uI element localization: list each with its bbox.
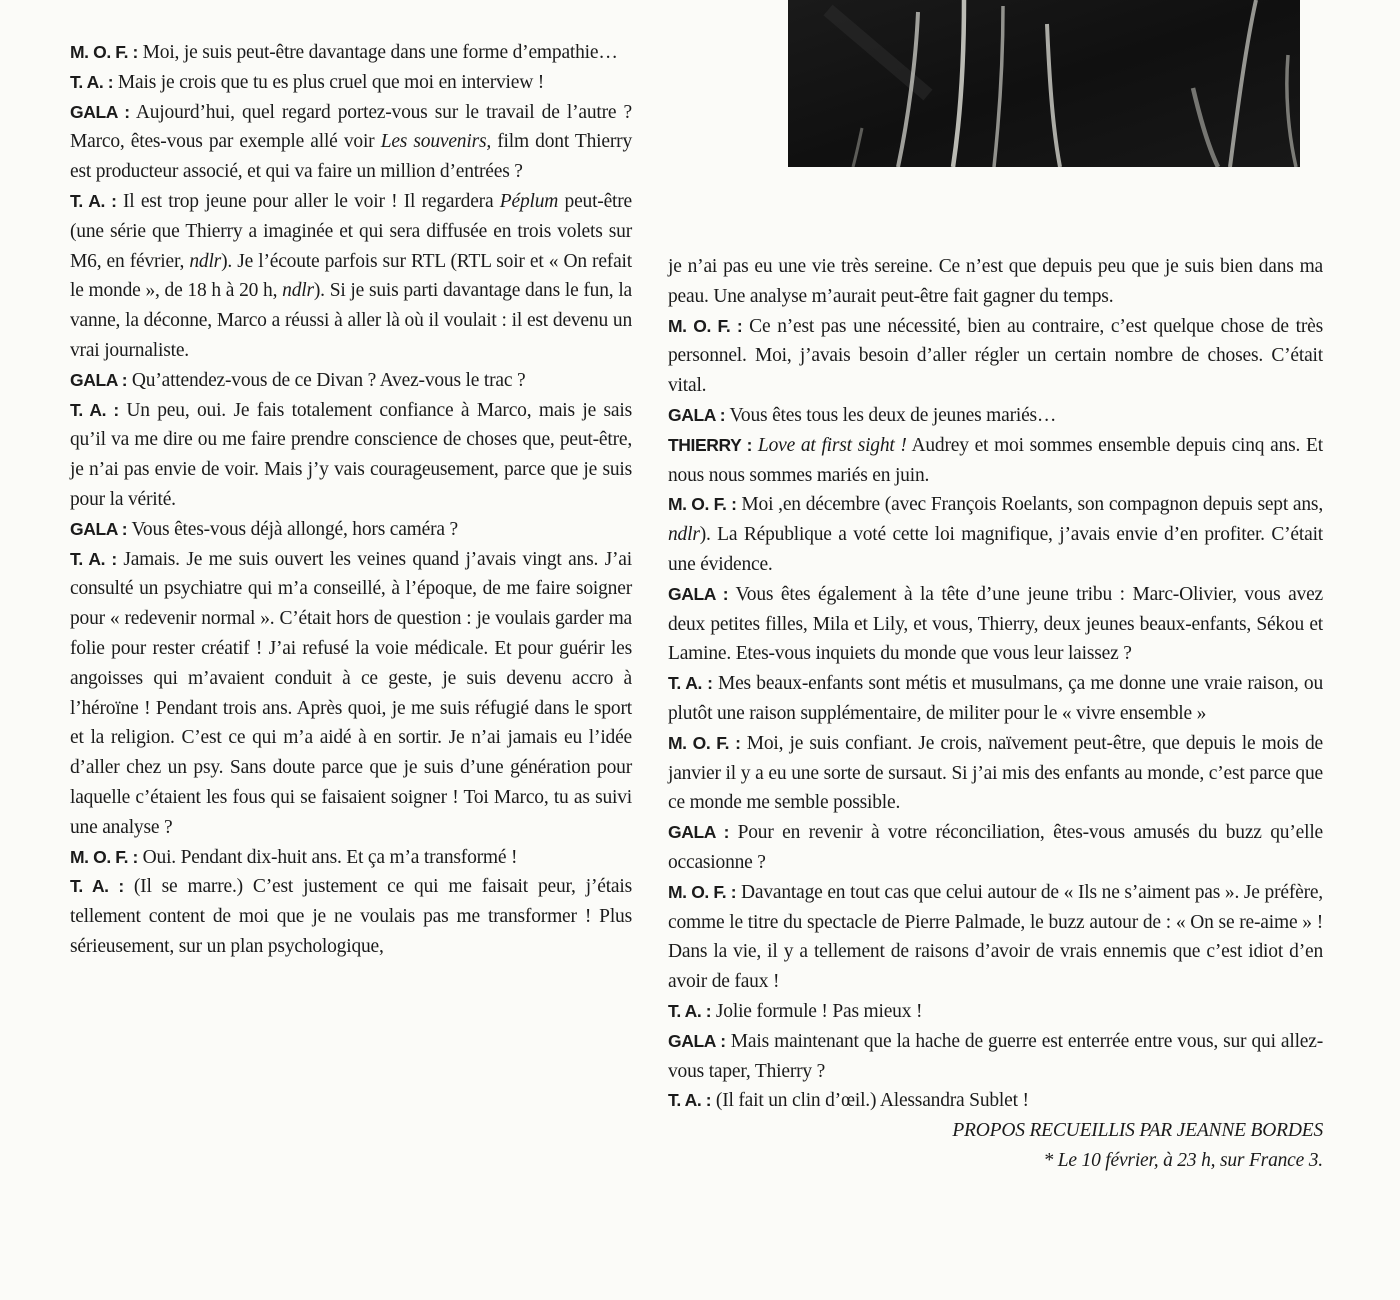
- italic-text: ndlr: [282, 280, 314, 302]
- italic-text: Les souvenirs,: [380, 131, 492, 153]
- dialogue-paragraph: [70, 38, 632, 68]
- dialogue-paragraph: [70, 396, 632, 515]
- left-text-column: [70, 38, 632, 962]
- italic-text: PROPOS RECUEILLIS PAR JEANNE BORDES: [952, 1120, 1323, 1142]
- dialogue-paragraph: [668, 252, 1323, 312]
- speaker-label: T. A. :: [70, 548, 117, 569]
- dialogue-paragraph: [70, 98, 632, 187]
- italic-text: ndlr: [668, 524, 700, 546]
- dialogue-paragraph: [70, 187, 632, 366]
- dialogue-paragraph: [668, 669, 1323, 729]
- speaker-label: GALA :: [668, 583, 729, 604]
- speaker-label: T. A. :: [668, 1000, 712, 1021]
- speaker-label: T. A. :: [668, 1090, 712, 1111]
- speaker-label: T. A. :: [70, 190, 117, 211]
- body-text: (Il fait un clin d’œil.) Alessandra Sublet !: [715, 1090, 1029, 1112]
- dialogue-paragraph: [668, 997, 1323, 1027]
- dialogue-paragraph: [668, 431, 1323, 491]
- dialogue-paragraph: [668, 580, 1323, 669]
- speaker-label: T. A. :: [70, 876, 124, 897]
- speaker-label: GALA :: [70, 369, 128, 390]
- body-text: peut-être (une série que Thierry a imaginée et qui sera diffusée en trois volets sur M6, en février,: [70, 190, 633, 272]
- photo-streaks-graphic: [788, 0, 1300, 167]
- speaker-label: M. O. F. :: [668, 315, 743, 336]
- speaker-label: GALA :: [668, 1030, 726, 1051]
- speaker-label: M. O. F. :: [668, 732, 741, 753]
- speaker-label: GALA :: [70, 518, 128, 539]
- body-text: Il est trop jeune pour aller le voir ! Il regardera: [122, 190, 500, 212]
- right-text-column: [668, 252, 1323, 1176]
- body-text: Moi ,en décembre (avec François Roelants, son compagnon depuis sept ans,: [741, 494, 1323, 516]
- speaker-label: GALA :: [70, 101, 130, 122]
- speaker-label: T. A. :: [668, 673, 713, 694]
- dialogue-paragraph: [70, 545, 632, 843]
- italic-text: Love at first sight !: [757, 434, 907, 456]
- dialogue-paragraph: [668, 312, 1323, 401]
- body-text: ). Je l’écoute parfois sur RTL (RTL soir et « On refait le monde », de 18 h à 20 h,: [70, 250, 632, 302]
- speaker-label: THIERRY :: [668, 434, 753, 455]
- byline: [668, 1116, 1323, 1146]
- body-text: Ce n’est pas une nécessité, bien au contraire, c’est quelque chose de très personnel. Moi, j’avais besoin d’aller régler un certain nombre de choses. C’était vital.: [668, 315, 1323, 397]
- body-text: film dont Thierry est producteur associé, et qui va faire un million d’entrées ?: [70, 131, 632, 183]
- body-text: Qu’attendez-vous de ce Divan ? Avez-vous le trac ?: [131, 369, 526, 391]
- body-text: Moi, je suis confiant. Je crois, naïvement peut-être, que depuis le mois de janvier il y a eu une sorte de sursaut. Si j’ai mis des enfants au monde, c’est parce que ce monde me semble possible.: [668, 732, 1323, 814]
- dialogue-paragraph: [70, 515, 632, 545]
- speaker-label: T. A. :: [70, 71, 114, 92]
- body-text: Mes beaux-enfants sont métis et musulmans, ça me donne une vraie raison, ou plutôt une raison supplémentaire, de militer pour le « vivre ensemble »: [668, 673, 1323, 724]
- body-text: Audrey et moi sommes ensemble depuis cinq ans. Et nous nous sommes mariés en juin.: [668, 434, 1323, 486]
- speaker-label: M. O. F. :: [668, 494, 737, 515]
- dialogue-paragraph: [70, 366, 632, 396]
- body-text: Un peu, oui. Je fais totalement confiance à Marco, mais je sais qu’il va me dire ou me faire prendre conscience de choses que, peut-être, je n’ai pas envie de voir. Mais j’y vais courageusement, parce que je suis pour la vérité.: [70, 399, 632, 510]
- top-right-photo-fragment: [788, 0, 1300, 167]
- speaker-label: GALA :: [668, 404, 726, 425]
- dialogue-paragraph: [668, 818, 1323, 878]
- italic-text: Péplum: [499, 190, 559, 212]
- body-text: Vous êtes-vous déjà allongé, hors caméra ?: [131, 518, 458, 540]
- dialogue-paragraph: [668, 878, 1323, 997]
- body-text: Jamais. Je me suis ouvert les veines quand j’avais vingt ans. J’ai consulté un psychiatre qui m’a conseillé, à l’époque, de me faire soigner pour « redevenir normal ». C’était hors de question : je voulais garder ma folie pour rester créatif ! J’ai refusé la voie médicale. Et pour guérir les angoisses qui m’avaient conduit à ce geste, je suis devenu accro à l’héroïne ! Pendant trois ans. Après quoi, je me suis réfugié dans le sport et la religion. C’est ce qui m’a aidé à en sortir. Je n’ai jamais eu l’idée d’aller chez un psy. Sans doute parce que je suis d’une génération pour laquelle c’étaient les fous qui se faisaient soigner ! Toi Marco, tu as suivi une analyse ?: [70, 548, 632, 838]
- footnote: [668, 1146, 1323, 1176]
- body-text: (Il se marre.) C’est justement ce qui me faisait peur, j’étais tellement content de moi que je ne voulais pas me transformer ! Plus sérieusement, sur un plan psychologique,: [70, 876, 632, 957]
- body-text: Mais je crois que tu es plus cruel que moi en interview !: [117, 71, 545, 93]
- dialogue-paragraph: [70, 68, 632, 98]
- body-text: Jolie formule ! Pas mieux !: [715, 1000, 923, 1022]
- dialogue-paragraph: [70, 872, 632, 961]
- body-text: Moi, je suis peut-être davantage dans une forme d’empathie…: [142, 42, 618, 63]
- speaker-label: M. O. F. :: [70, 846, 138, 867]
- speaker-label: M. O. F. :: [70, 42, 138, 62]
- speaker-label: GALA :: [668, 822, 730, 843]
- italic-text: ndlr: [189, 250, 222, 272]
- body-text: ). La République a voté cette loi magnifique, j’avais envie d’en profiter. C’était une évidence.: [668, 524, 1323, 575]
- speaker-label: M. O. F. :: [668, 881, 737, 902]
- body-text: Oui. Pendant dix-huit ans. Et ça m’a transformé !: [142, 846, 518, 868]
- body-text: je n’ai pas eu une vie très sereine. Ce n’est que depuis peu que je suis bien dans ma peau. Une analyse m’aurait peut-être fait gagner du temps.: [668, 256, 1323, 307]
- body-text: Vous êtes également à la tête d’une jeune tribu : Marc-Olivier, vous avez deux petites filles, Mila et Lily, et vous, Thierry, deux jeunes beaux-enfants, Sékou et Lamine. Etes-vous inquiets du monde que vous leur laissez ?: [668, 583, 1324, 665]
- body-text: ). Si je suis parti davantage dans le fun, la vanne, la déconne, Marco a réussi à aller là où il voulait : il est devenu un vrai journaliste.: [70, 280, 632, 361]
- dialogue-paragraph: [668, 401, 1323, 431]
- body-text: Mais maintenant que la hache de guerre est enterrée entre vous, sur qui allez-vous taper, Thierry ?: [668, 1030, 1323, 1082]
- body-text: Davantage en tout cas que celui autour de « Ils ne s’aiment pas ». Je préfère, comme le titre du spectacle de Pierre Palmade, le buzz autour de : « On se re-aime » ! Dans la vie, il y a tellement de raisons d’avoir de vrais ennemis que c’est idiot d’en avoir de faux !: [668, 881, 1323, 993]
- dialogue-paragraph: [668, 1086, 1323, 1116]
- dialogue-paragraph: [70, 843, 632, 873]
- speaker-label: T. A. :: [70, 399, 119, 420]
- italic-text: * Le 10 février, à 23 h, sur France 3.: [1043, 1149, 1323, 1171]
- dialogue-paragraph: [668, 729, 1323, 818]
- body-text: Aujourd’hui, quel regard portez-vous sur le travail de l’autre ? Marco, êtes-vous par exemple allé voir: [70, 101, 633, 153]
- dialogue-paragraph: [668, 490, 1323, 579]
- body-text: Pour en revenir à votre réconciliation, êtes-vous amusés du buzz qu’elle occasionne ?: [668, 822, 1323, 873]
- body-text: Vous êtes tous les deux de jeunes mariés…: [729, 404, 1057, 426]
- dialogue-paragraph: [668, 1027, 1323, 1087]
